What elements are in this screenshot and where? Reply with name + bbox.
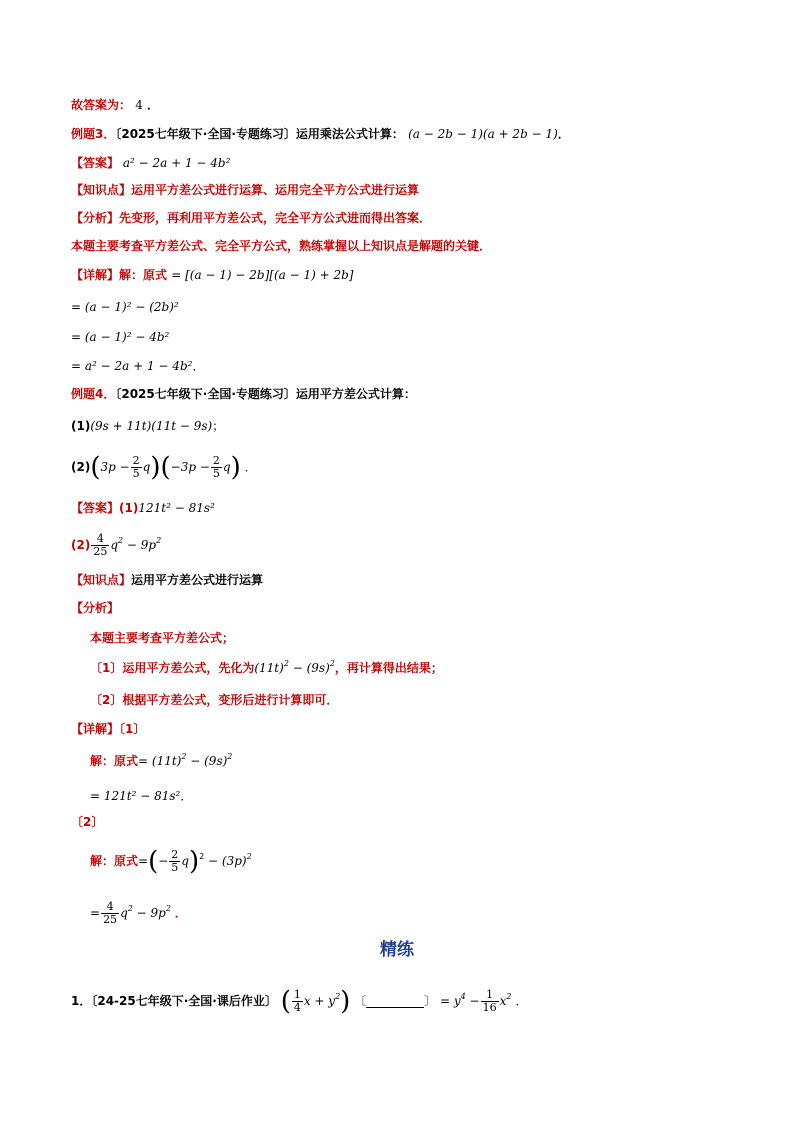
example3-summary: 本题主要考查平方差公式、完全平方公式，熟练掌握以上知识点是解题的关键． bbox=[71, 239, 492, 253]
part1-expression: (9s + 11t)(11t − 9s) bbox=[90, 419, 213, 433]
fraction: $\frac{2}{5}$ bbox=[171, 848, 179, 874]
example3-source: 〔2025七年级下·全国·专题练习〕运用乘法公式计算： bbox=[115, 127, 404, 141]
example3-answer bbox=[71, 153, 230, 173]
example4-answer bbox=[71, 498, 215, 518]
practice-heading: 精练 bbox=[380, 940, 414, 960]
previous-answer-label: 故答案为： bbox=[71, 98, 132, 112]
practice-question-1: 1．〔24-25七年级下·全国·课后作业〕 ( $\frac{1}{4}$ $x + y^2$) 〔 〕 = $y^4$ − $\frac{1}{16}$ $x^2$ ． bbox=[71, 986, 528, 1017]
step-2: = (a − 1)² − (2b)² bbox=[71, 300, 179, 314]
solution1-result: = 121t² − 81s² bbox=[90, 789, 181, 803]
period: ． bbox=[147, 98, 160, 112]
fraction: $\frac{4}{25}$ bbox=[103, 900, 118, 926]
example4-analysis-label: 【分析】 bbox=[71, 601, 120, 615]
fraction: $\frac{4}{25}$ bbox=[93, 532, 108, 558]
fraction: $\frac{1}{16}$ bbox=[482, 988, 497, 1014]
knowledge-text: 运用平方差公式进行运算、运用完全平方公式进行运算 bbox=[131, 183, 420, 197]
part2-heading: 〔2〕 bbox=[71, 815, 104, 829]
previous-answer-value: 4 bbox=[135, 98, 143, 112]
fraction: $\frac{2}{5}$ bbox=[132, 454, 140, 480]
period: ． bbox=[180, 789, 193, 803]
answer-expression: a² − 2a + 1 − 4b² bbox=[122, 156, 231, 170]
detail-part1: 〔1〕 bbox=[119, 722, 146, 736]
example4-knowledge bbox=[71, 570, 263, 590]
step-3: = (a − 1)² − 4b² bbox=[71, 330, 170, 344]
example3-knowledge bbox=[71, 180, 419, 200]
solution-label: 解：原式 bbox=[90, 854, 139, 868]
analysis-intro: 本题主要考查平方差公式； bbox=[90, 631, 235, 645]
analysis-text: 先变形，再利用平方差公式，完全平方公式进而得出答案． bbox=[119, 211, 432, 225]
solution2-line2: = $\frac{4}{25}$ $q^2 - 9p^2$ ． bbox=[90, 900, 187, 926]
question-number: 1． bbox=[71, 994, 92, 1008]
example4-part2: (2)(3p − $\frac{2}{5}$ q)(−3p − $\frac{2}{5}$ q) ． bbox=[71, 452, 257, 483]
period: ． bbox=[557, 127, 570, 141]
analysis-step1-tail: ，再计算得出结果； bbox=[334, 661, 443, 675]
solution2-line1: 解：原式=(− $\frac{2}{5}$ $q)^2 - (3p)^2$ bbox=[90, 846, 252, 877]
part1-label: (1) bbox=[71, 419, 91, 433]
knowledge-label: 【知识点】 bbox=[71, 183, 132, 197]
period: ． bbox=[174, 906, 187, 920]
solution1-line1: 解：原式= $(11t)^2 - (9s)^2$ bbox=[90, 752, 233, 768]
fraction: $\frac{1}{4}$ bbox=[293, 988, 301, 1014]
example3-detail bbox=[71, 265, 354, 285]
step-4-line bbox=[71, 356, 204, 376]
example4-source: 〔2025七年级下·全国·专题练习〕运用平方差公式计算： bbox=[115, 387, 416, 401]
solution1-line2 bbox=[90, 786, 192, 806]
period: ． bbox=[515, 994, 528, 1008]
step-4: = a² − 2a + 1 − 4b² bbox=[71, 359, 193, 373]
example4-header bbox=[71, 384, 416, 404]
fraction: $\frac{2}{5}$ bbox=[212, 454, 220, 480]
answer-label: 【答案】 bbox=[71, 501, 120, 515]
previous-answer-line bbox=[71, 95, 159, 115]
knowledge-text: 运用平方差公式进行运算 bbox=[131, 573, 264, 587]
example4-answer2: (2) $\frac{4}{25}$ $q^2 - 9p^2$ bbox=[71, 532, 162, 558]
answer-blank[interactable] bbox=[366, 995, 424, 1008]
detail-intro: 解：原式 bbox=[119, 268, 168, 282]
period: ． bbox=[244, 460, 257, 474]
analysis-step1-text: 〔1〕运用平方差公式，先化为 bbox=[90, 661, 255, 675]
step-1: = [(a − 1) − 2b][(a − 1) + 2b] bbox=[171, 268, 354, 282]
knowledge-label: 【知识点】 bbox=[71, 573, 132, 587]
detail-label: 【详解】 bbox=[71, 722, 120, 736]
example3-expression: (a − 2b − 1)(a + 2b − 1) bbox=[408, 127, 558, 141]
question-source: 〔24-25七年级下·全国·课后作业〕 bbox=[91, 994, 277, 1008]
detail-label: 【详解】 bbox=[71, 268, 120, 282]
example3-title: 例题3． bbox=[71, 127, 116, 141]
example4-title: 例题4． bbox=[71, 387, 116, 401]
answer-label: 【答案】 bbox=[71, 156, 120, 170]
analysis-label: 【分析】 bbox=[71, 211, 120, 225]
answer2-label: (2) bbox=[71, 538, 91, 552]
answer1-expression: 121t² − 81s² bbox=[138, 501, 215, 515]
analysis-step2: 〔2〕根据平方差公式，变形后进行计算即可． bbox=[90, 693, 339, 707]
analysis-step1: 〔1〕运用平方差公式，先化为$(11t)^2 - (9s)^2$，再计算得出结果； bbox=[90, 659, 443, 675]
example3-analysis bbox=[71, 208, 431, 228]
example3-header bbox=[71, 124, 570, 144]
semicolon: ； bbox=[212, 419, 225, 433]
solution-label: 解：原式 bbox=[90, 754, 139, 768]
example4-detail bbox=[71, 719, 145, 739]
example4-part1 bbox=[71, 416, 224, 436]
part2-label: (2) bbox=[71, 460, 91, 474]
answer1-label: (1) bbox=[119, 501, 139, 515]
period: ． bbox=[192, 359, 205, 373]
